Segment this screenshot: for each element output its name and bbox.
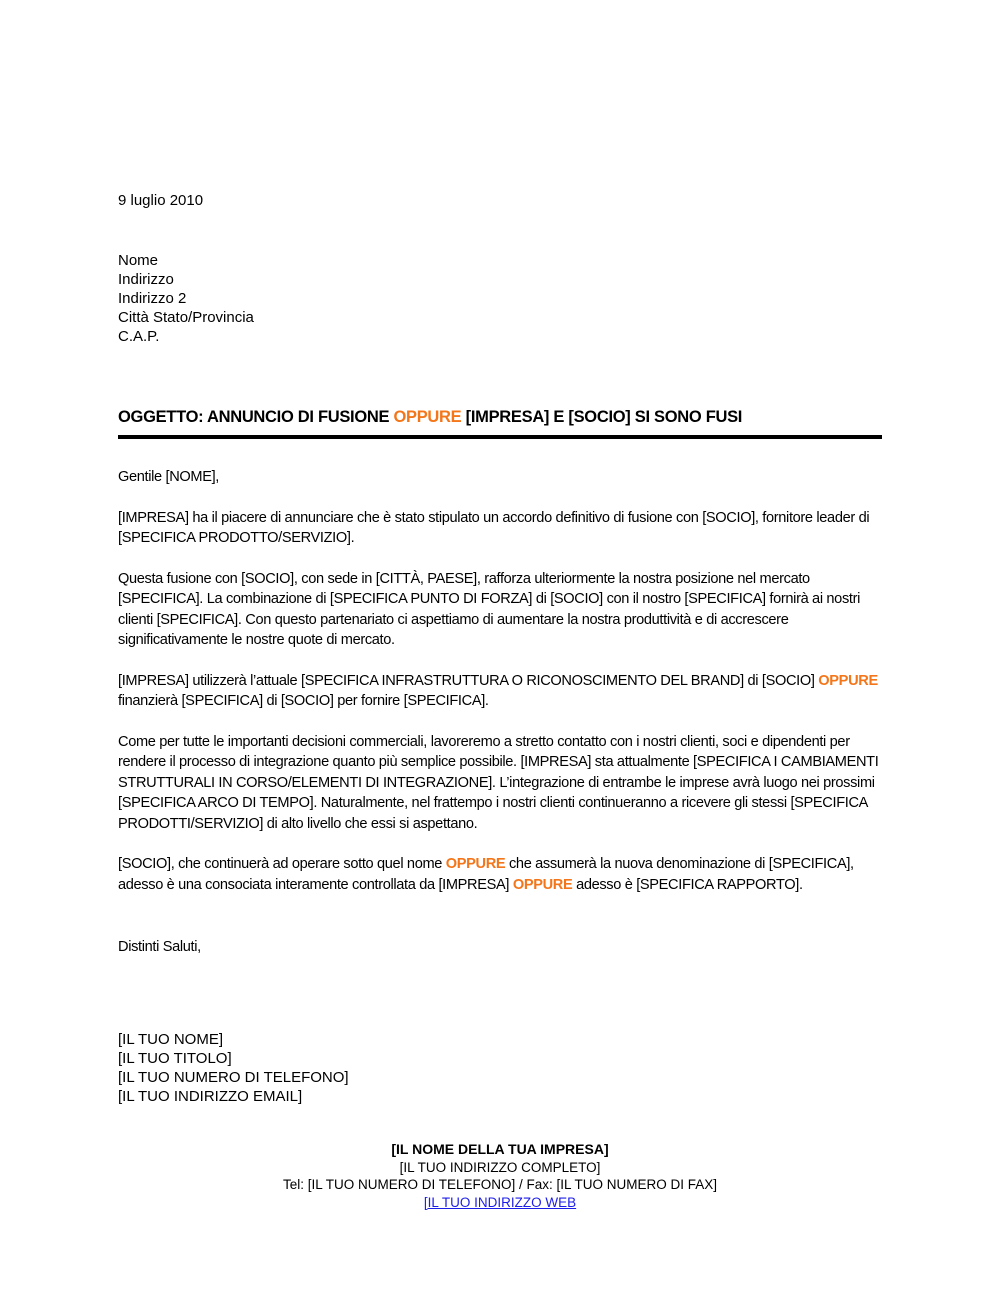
body-paragraph — [118, 854, 882, 895]
sender-phone: [IL TUO NUMERO DI TELEFONO] — [118, 1068, 349, 1086]
letter-body — [118, 508, 882, 896]
footer-address: [IL TUO INDIRIZZO COMPLETO] — [399, 1159, 601, 1175]
sender-title: [IL TUO TITOLO] — [118, 1049, 232, 1067]
closing: Distinti Saluti, — [118, 939, 201, 955]
footer-block — [0, 1141, 1000, 1211]
or-keyword: OPPURE — [445, 856, 506, 872]
or-keyword: OPPURE — [512, 876, 573, 893]
recipient-city-state: Città Stato/Provincia — [118, 309, 254, 326]
text-segment: [SOCIO], che continuerà ad operare sotto quel nome — [118, 856, 446, 872]
salutation: Gentile [NOME], — [118, 469, 219, 485]
body-paragraph — [118, 732, 882, 835]
subject-divider — [118, 435, 882, 439]
recipient-address-2: Indirizzo 2 — [118, 290, 187, 307]
footer-company-name: [IL NOME DELLA TUA IMPRESA] — [391, 1141, 609, 1157]
website-link[interactable]: [IL TUO INDIRIZZO WEB — [423, 1194, 577, 1210]
body-paragraph — [118, 508, 882, 549]
signature-block — [118, 1030, 882, 1106]
recipient-address-1: Indirizzo — [118, 271, 174, 288]
text-segment: adesso è [SPECIFICA RAPPORTO]. — [572, 876, 803, 893]
or-keyword: OPPURE — [393, 408, 462, 426]
text-segment: OGGETTO: ANNUNCIO DI FUSIONE — [118, 408, 394, 426]
or-keyword: OPPURE — [818, 672, 878, 689]
body-paragraph — [118, 569, 882, 651]
recipient-zip: C.A.P. — [118, 328, 160, 345]
text-segment: [IMPRESA] E [SOCIO] SI SONO FUSI — [461, 408, 743, 426]
recipient-block — [118, 251, 882, 346]
sender-email: [IL TUO INDIRIZZO EMAIL] — [118, 1087, 303, 1105]
letter-date: 9 luglio 2010 — [118, 192, 204, 209]
footer-tel-fax: Tel: [IL TUO NUMERO DI TELEFONO] / Fax: [IL TUO NUMERO DI FAX] — [282, 1177, 718, 1192]
body-paragraph — [118, 671, 882, 712]
text-segment: [IMPRESA] ha il piacere di annunciare che è stato stipulato un accordo definitivo di fusione con [SOCIO], fornitore leader di [SPECIFICA PRODOTTO/SERVIZIO]. — [118, 509, 870, 546]
text-segment: Questa fusione con [SOCIO], con sede in [CITTÀ, PAESE], rafforza ulteriormente la nostra posizione nel mercato [SPECIFICA]. La combinazione di [SPECIFICA PUNTO DI FORZA] di [SOCIO] con il nostro [SPECIFICA] fornirà ai nostri clienti [SPECIFICA]. Con questo partenariato ci aspettiamo di aumentare la nostra produttività e di accrescere significativamente le nostre quote di mercato. — [118, 570, 861, 648]
recipient-name: Nome — [118, 252, 159, 269]
text-segment: che assumerà la nuova denominazione di [SPECIFICA], adesso è una consociata interamente controllata da [IMPRESA] — [118, 856, 854, 893]
sender-name: [IL TUO NOME] — [118, 1030, 224, 1048]
text-segment: [IMPRESA] utilizzerà l’attuale [SPECIFICA INFRASTRUTTURA O RICONOSCIMENTO DEL BRAND] di [SOCIO] — [118, 672, 819, 689]
text-segment: finanzierà [SPECIFICA] di [SOCIO] per fornire [SPECIFICA]. — [118, 693, 489, 709]
subject-line — [118, 407, 882, 427]
text-segment: Come per tutte le importanti decisioni commerciali, lavoreremo a stretto contatto con i nostri clienti, soci e dipendenti per rendere il processo di integrazione quanto più semplice possibile. [IMPRESA] sta attualmente [SPECIFICA I CAMBIAMENTI STRUTTURALI IN CORSO/ELEMENTI DI INTEGRAZIONE]. L’integrazione di entrambe le imprese avrà luogo nei prossimi [SPECIFICA ARCO DI TEMPO]. Naturalmente, nel frattempo i nostri clienti continueranno a ricevere gli stessi [SPECIFICA PRODOTTI/SERVIZIO] di alto livello che essi si aspettano. — [118, 733, 879, 832]
